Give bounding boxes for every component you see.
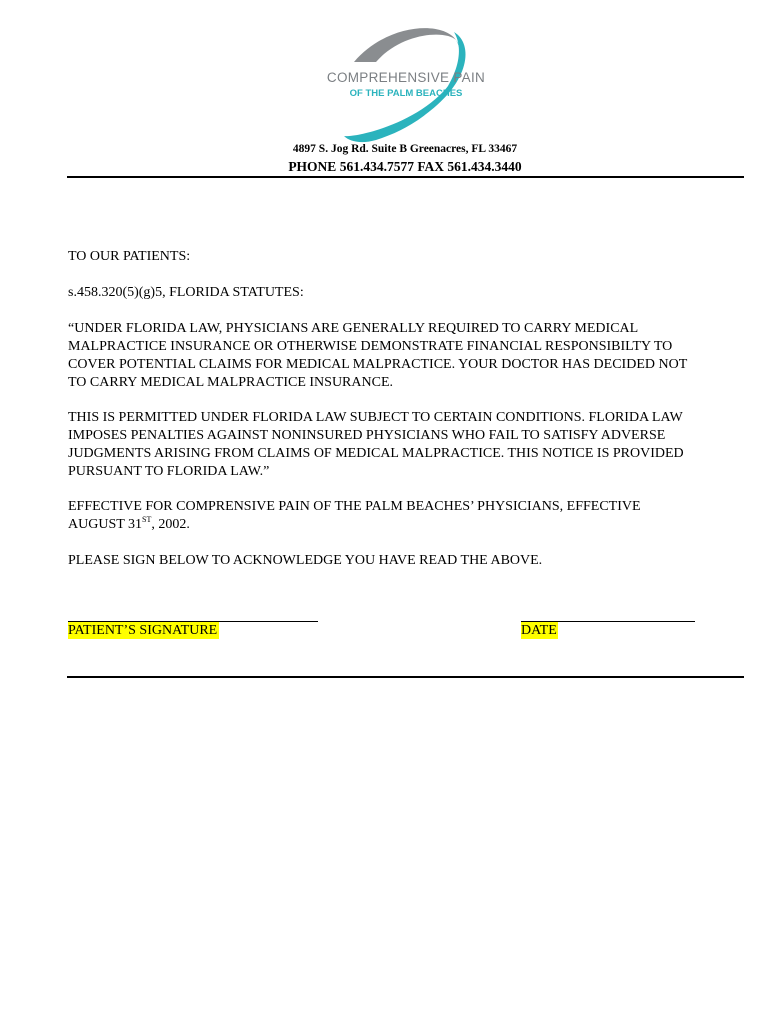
paragraph-line: TO CARRY MEDICAL MALPRACTICE INSURANCE. xyxy=(68,375,394,390)
logo-subtitle: OF THE PALM BEACHES xyxy=(349,88,463,99)
paragraph-line: “UNDER FLORIDA LAW, PHYSICIANS ARE GENERALLY REQUIRED TO CARRY MEDICAL xyxy=(68,321,639,336)
paragraph-line: IMPOSES PENALTIES AGAINST NONINSURED PHYSICIANS WHO FAIL TO SATISFY ADVERSE xyxy=(68,428,666,443)
logo-title: COMPREHENSIVE PAIN xyxy=(326,70,486,85)
clinic-logo xyxy=(306,22,506,146)
paragraph-line: PURSUANT TO FLORIDA LAW.” xyxy=(68,464,270,479)
effective-date-suffix: , 2002. xyxy=(151,517,190,532)
clinic-address: 4897 S. Jog Rd. Suite B Greenacres, FL 33467 xyxy=(292,143,518,155)
permitted-paragraph xyxy=(68,409,748,481)
paragraph-line: COVER POTENTIAL CLAIMS FOR MEDICAL MALPRACTICE. YOUR DOCTOR HAS DECIDED NOT xyxy=(68,357,688,372)
notice-quote-paragraph xyxy=(68,320,748,392)
footer-divider xyxy=(67,676,744,678)
paragraph-line: JUDGMENTS ARISING FROM CLAIMS OF MEDICAL MALPRACTICE. THIS NOTICE IS PROVIDED xyxy=(68,446,684,461)
effective-date-prefix: AUGUST 31 xyxy=(68,517,143,532)
paragraph-line: THIS IS PERMITTED UNDER FLORIDA LAW SUBJECT TO CERTAIN CONDITIONS. FLORIDA LAW xyxy=(68,410,683,425)
statute-reference: s.458.320(5)(g)5, FLORIDA STATUTES: xyxy=(68,285,304,300)
effective-date-line xyxy=(68,516,748,534)
date-label: DATE xyxy=(521,623,557,638)
clinic-phone-fax: PHONE 561.434.7577 FAX 561.434.3440 xyxy=(288,159,522,174)
effective-date-ordinal: ST xyxy=(142,515,152,524)
effective-paragraph xyxy=(68,498,748,534)
paragraph-line: MALPRACTICE INSURANCE OR OTHERWISE DEMONSTRATE FINANCIAL RESPONSIBILTY TO xyxy=(68,339,673,354)
salutation: TO OUR PATIENTS: xyxy=(68,249,191,264)
paragraph-line: EFFECTIVE FOR COMPRENSIVE PAIN OF THE PALM BEACHES’ PHYSICIANS, EFFECTIVE xyxy=(68,499,641,514)
header-divider xyxy=(67,176,744,178)
patient-signature-label: PATIENT’S SIGNATURE xyxy=(68,623,218,638)
sign-instruction: PLEASE SIGN BELOW TO ACKNOWLEDGE YOU HAVE READ THE ABOVE. xyxy=(68,553,543,568)
